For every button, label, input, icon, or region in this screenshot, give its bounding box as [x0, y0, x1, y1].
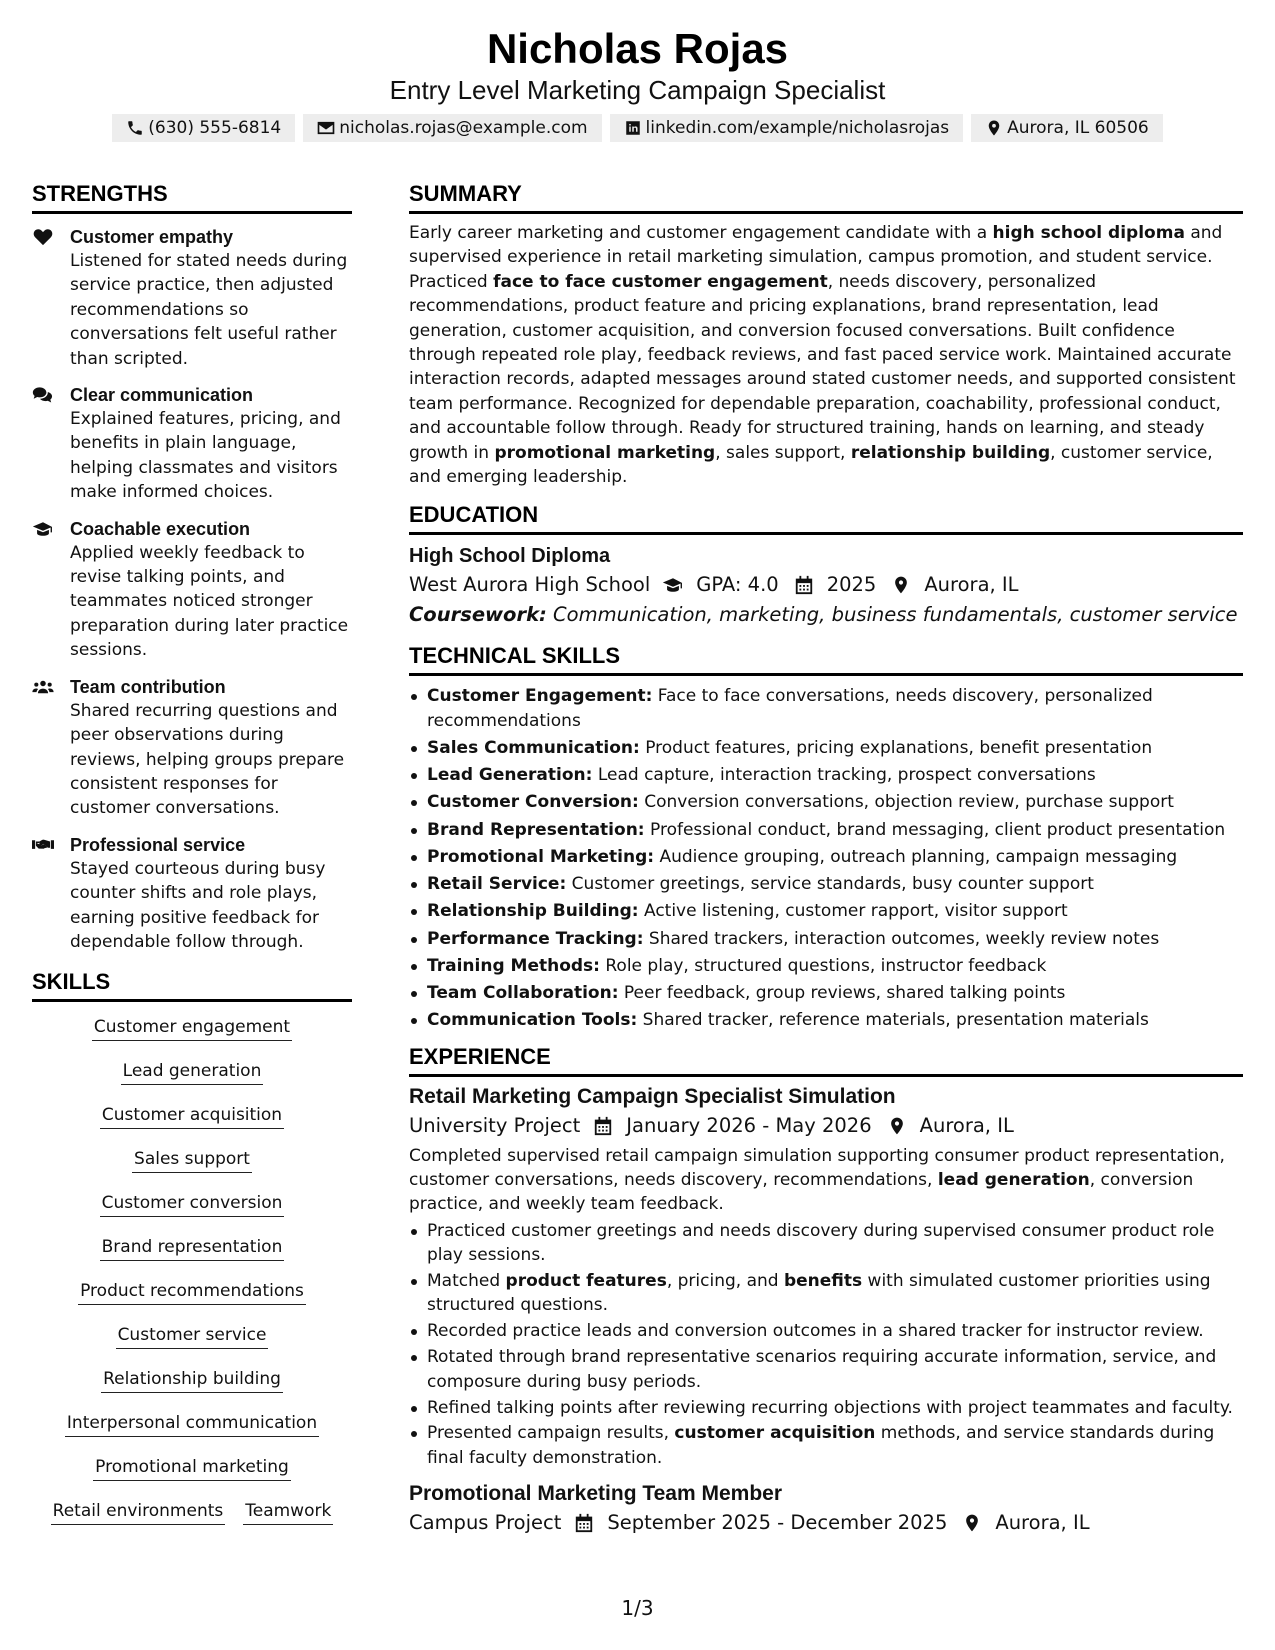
right-column: [409, 180, 1243, 1538]
skill-tag: Interpersonal communication: [65, 1412, 319, 1437]
map-pin-icon: [985, 119, 1003, 137]
phone-icon: [126, 119, 144, 137]
map-pin-icon: [961, 1513, 983, 1533]
coursework: [409, 600, 1243, 630]
summary-text: Early career marketing and customer engagement candidate with a high school diploma and supervised experience in retail marketing simulation, campus promotion, and student service. Practiced face to face customer engagement, needs discovery, personalized recommendations, product feature and pricing explanations, brand representation, lead generation, customer acquisition, and conversion focused conversations. Built confidence through repeated role play, feedback reviews, and fast paced service work. Maintained accurate interaction records, adapted messages around stated customer needs, and supported consistent team performance. Recognized for dependable preparation, coachability, professional conduct, and accountable follow through. Ready for structured training, hands on learning, and steady growth in promotional marketing, sales support, relationship building, customer service, and emerging leadership.: [409, 223, 1236, 488]
coursework-label: Coursework:: [409, 603, 547, 627]
list-item: Sales Communication: Product features, pricing explanations, benefit presentation: [409, 736, 1243, 760]
strength-title: Clear communication: [70, 385, 254, 406]
strength-text: Applied weekly feedback to revise talking points, and teammates noticed stronger preparation during later practice sessions.: [70, 542, 349, 661]
graduation-year: 2025: [826, 573, 877, 597]
job-title: Retail Marketing Campaign Specialist Simulation: [409, 1084, 896, 1108]
envelope-icon: [317, 119, 335, 137]
strength-item: [32, 383, 352, 505]
contact-email[interactable]: [303, 114, 601, 142]
skill-tag: Sales support: [132, 1148, 252, 1173]
experience-heading: EXPERIENCE: [409, 1043, 1243, 1077]
map-pin-icon: [886, 1116, 908, 1136]
summary-heading: SUMMARY: [409, 180, 1243, 214]
users-icon: [32, 678, 54, 696]
skill-tag: Lead generation: [121, 1060, 264, 1085]
list-item: Refined talking points after reviewing recurring objections with project teammates and faculty.: [409, 1396, 1243, 1420]
strength-title: Team contribution: [70, 676, 226, 697]
job-location: Aurora, IL: [995, 1511, 1090, 1535]
skill-tag: Relationship building: [101, 1368, 283, 1393]
skill-tag: Customer service: [116, 1324, 269, 1349]
list-item: Training Methods: Role play, structured questions, instructor feedback: [409, 954, 1243, 978]
technical-skills-heading: TECHNICAL SKILLS: [409, 642, 1243, 676]
school-name: West Aurora High School: [409, 573, 651, 597]
map-pin-icon: [890, 575, 912, 595]
contact-linkedin-text: linkedin.com/example/nicholasrojas: [645, 118, 950, 138]
strength-item: [32, 225, 352, 371]
list-item: Performance Tracking: Shared trackers, interaction outcomes, weekly review notes: [409, 927, 1243, 951]
strength-title: Coachable execution: [70, 518, 251, 539]
strength-text: Stayed courteous during busy counter shifts and role plays, earning positive feedback for dependable follow through.: [70, 858, 326, 952]
strengths-list: [32, 225, 352, 954]
list-item: Communication Tools: Shared tracker, reference materials, presentation materials: [409, 1008, 1243, 1032]
education-meta: [409, 570, 1243, 600]
strength-text: Explained features, pricing, and benefits in plain language, helping classmates and visitors make informed choices.: [70, 409, 341, 503]
contact-email-text: nicholas.rojas@example.com: [339, 118, 588, 138]
list-item: Recorded practice leads and conversion outcomes in a shared tracker for instructor review.: [409, 1319, 1243, 1343]
school-location: Aurora, IL: [924, 573, 1019, 597]
contact-phone-text: (630) 555-6814: [148, 118, 282, 138]
list-item: Retail Service: Customer greetings, service standards, busy counter support: [409, 872, 1243, 896]
calendar-icon: [573, 1513, 595, 1533]
list-item: Customer Engagement: Face to face conversations, needs discovery, personalized recommendations: [409, 684, 1243, 733]
strength-item: [32, 517, 352, 663]
job-location: Aurora, IL: [919, 1113, 1014, 1137]
contact-location-text: Aurora, IL 60506: [1007, 118, 1149, 138]
job-meta: [409, 1111, 1243, 1141]
comments-icon: [32, 386, 54, 404]
skill-tag: Brand representation: [100, 1236, 285, 1261]
skill-tag: Customer acquisition: [100, 1104, 284, 1129]
strength-title: Professional service: [70, 834, 246, 855]
strength-text: Listened for stated needs during service practice, then adjusted recommendations so conversations felt useful rather than scripted.: [70, 251, 348, 369]
education-heading: EDUCATION: [409, 501, 1243, 535]
list-item: Customer Conversion: Conversion conversations, objection review, purchase support: [409, 790, 1243, 814]
contact-location: [971, 114, 1163, 142]
list-item: Practiced customer greetings and needs discovery during supervised consumer product role play sessions.: [409, 1219, 1243, 1268]
list-item: Team Collaboration: Peer feedback, group reviews, shared talking points: [409, 981, 1243, 1005]
skills-heading: SKILLS: [32, 968, 352, 1002]
job-dates: September 2025 - December 2025: [607, 1511, 948, 1535]
resume-header: [0, 0, 1275, 142]
skill-tag: Teamwork: [243, 1500, 333, 1525]
job-title: Promotional Marketing Team Member: [409, 1482, 783, 1506]
handshake-icon: [32, 836, 54, 854]
job-org: University Project: [409, 1113, 581, 1137]
heart-icon: [32, 228, 54, 246]
list-item: Relationship Building: Active listening, customer rapport, visitor support: [409, 899, 1243, 923]
skill-tag: Product recommendations: [78, 1280, 306, 1305]
skill-tag: Customer conversion: [100, 1192, 285, 1217]
candidate-name: Nicholas Rojas: [486, 25, 789, 72]
skill-tag: Customer engagement: [92, 1016, 292, 1041]
strength-title: Customer empathy: [70, 227, 234, 247]
list-item: Matched product features, pricing, and benefits with simulated customer priorities using structured questions.: [409, 1269, 1243, 1318]
job-dates: January 2026 - May 2026: [626, 1113, 872, 1137]
linkedin-icon: [624, 119, 642, 137]
contact-bar: [0, 114, 1275, 142]
graduation-cap-icon: [662, 575, 684, 595]
job-description: Completed supervised retail campaign simulation supporting consumer product representation, customer conversations, needs discovery, recommendations, lead generation, conversion practice, and weekly team feedback.: [409, 1145, 1225, 1215]
skills-list: [32, 1016, 352, 1525]
job-org: Campus Project: [409, 1511, 562, 1535]
list-item: Promotional Marketing: Audience grouping, outreach planning, campaign messaging: [409, 845, 1243, 869]
calendar-icon: [793, 575, 815, 595]
strength-item: [32, 833, 352, 955]
gpa: GPA: 4.0: [696, 573, 779, 597]
graduation-cap-icon: [32, 520, 54, 538]
skill-tag: Promotional marketing: [93, 1456, 291, 1481]
list-item: Lead Generation: Lead capture, interaction tracking, prospect conversations: [409, 763, 1243, 787]
left-column: [32, 180, 352, 1525]
list-item: Rotated through brand representative scenarios requiring accurate information, service, and composure during busy periods.: [409, 1345, 1243, 1394]
list-item: Brand Representation: Professional conduct, brand messaging, client product presentation: [409, 818, 1243, 842]
coursework-text: Communication, marketing, business fundamentals, customer service: [546, 603, 1238, 627]
job-meta: [409, 1508, 1243, 1538]
strength-item: [32, 675, 352, 821]
degree-title: High School Diploma: [409, 545, 611, 568]
candidate-role: Entry Level Marketing Campaign Specialist: [389, 75, 886, 105]
job-bullets: [409, 1219, 1243, 1471]
strengths-heading: STRENGTHS: [32, 180, 352, 214]
contact-phone: [112, 114, 295, 142]
list-item: Presented campaign results, customer acquisition methods, and service standards during final faculty demonstration.: [409, 1421, 1243, 1470]
technical-skills-list: [409, 684, 1243, 1032]
page-number: 1/3: [621, 1596, 654, 1620]
contact-linkedin[interactable]: [610, 114, 964, 142]
skill-tag: Retail environments: [51, 1500, 226, 1525]
calendar-icon: [592, 1116, 614, 1136]
strength-text: Shared recurring questions and peer observations during reviews, helping groups prepare consistent responses for customer conversations.: [70, 700, 345, 819]
